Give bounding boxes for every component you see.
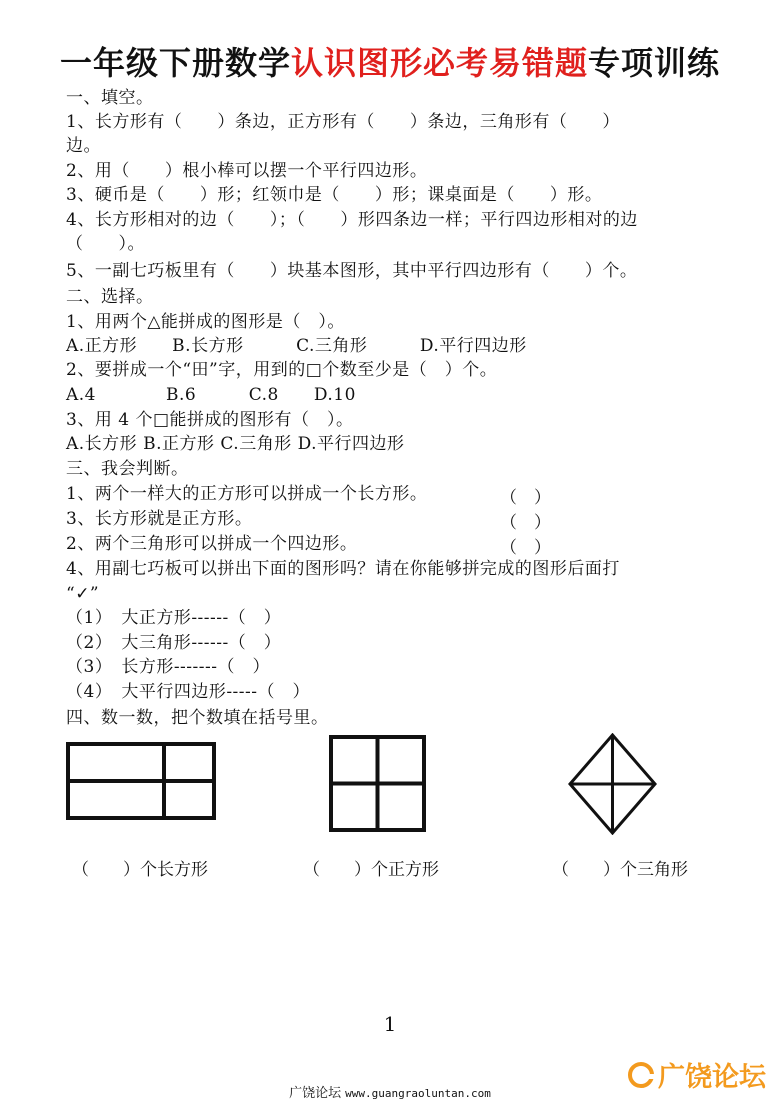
section-heading-count: 四、数一数，把个数填在括号里。 xyxy=(66,708,329,728)
question-line: 1、用两个△能拼成的图形是（ ）。 xyxy=(66,312,345,332)
judge-line: 2、两个三角形可以拼成一个四边形。 xyxy=(66,534,358,554)
option-line: A.4 B.6 C.8 D.10 xyxy=(66,385,356,405)
caption-triangles: （ ）个三角形 xyxy=(552,860,688,880)
caption-squares: （ ）个正方形 xyxy=(303,860,439,880)
section-heading-choice: 二、选择。 xyxy=(66,287,154,307)
question-line: 2、用（ ）根小棒可以摆一个平行四边形。 xyxy=(66,161,428,181)
square-figure xyxy=(329,735,426,832)
sub-item: （4） 大平行四边形-----（ ） xyxy=(66,682,311,702)
logo-mark-icon xyxy=(628,1062,654,1088)
logo-text: 广饶论坛 xyxy=(658,1062,766,1093)
footer-site-name: 广饶论坛 xyxy=(289,1086,342,1101)
judge-line: 3、长方形就是正方形。 xyxy=(66,509,253,529)
site-logo xyxy=(628,1055,766,1094)
sub-item: （2） 大三角形------（ ） xyxy=(66,633,282,653)
question-line: 2、要拼成一个“田”字，用到的□个数至少是（ ）个。 xyxy=(66,360,498,380)
answer-paren[interactable]: （ ） xyxy=(500,513,551,533)
page-number: 1 xyxy=(383,1012,397,1036)
question-line: 4、用副七巧板可以拼出下面的图形吗？请在你能够拼完成的图形后面打 xyxy=(66,559,620,579)
title-part1: 一年级下册数学 xyxy=(59,44,291,82)
diamond-figure xyxy=(568,733,657,835)
caption-rectangles: （ ）个长方形 xyxy=(72,860,208,880)
option-line: A.正方形 B.长方形 C.三角形 D.平行四边形 xyxy=(66,336,527,356)
answer-paren[interactable]: （ ） xyxy=(500,488,551,508)
title-part3: 专项训练 xyxy=(588,44,721,82)
judge-line: 1、两个一样大的正方形可以拼成一个长方形。 xyxy=(66,484,428,504)
question-line: 4、长方形相对的边（ ）；（ ）形四条边一样；平行四边形相对的边 xyxy=(66,210,638,230)
footer-url[interactable]: www.guangraoluntan.com xyxy=(345,1087,491,1100)
question-line: 3、用 4 个□能拼成的图形有（ ）。 xyxy=(66,410,354,430)
question-line: 边。 xyxy=(66,136,101,156)
answer-paren[interactable]: （ ） xyxy=(500,538,551,558)
sub-item: （1） 大正方形------（ ） xyxy=(66,608,282,628)
section-heading-fill: 一、填空。 xyxy=(66,88,154,108)
sub-item: （3） 长方形-------（ ） xyxy=(66,657,271,677)
page-title xyxy=(0,38,780,84)
question-line: 1、长方形有（ ）条边，正方形有（ ）条边，三角形有（ ） xyxy=(66,112,620,132)
question-line: “✓” xyxy=(66,584,100,604)
option-line: A.长方形 B.正方形 C.三角形 D.平行四边形 xyxy=(66,434,405,454)
question-line: 3、硬币是（ ）形；红领巾是（ ）形；课桌面是（ ）形。 xyxy=(66,185,603,205)
question-line: （ ）。 xyxy=(66,234,145,254)
rectangle-figure xyxy=(66,742,216,820)
title-highlight: 认识图形必考易错题 xyxy=(290,44,588,82)
section-heading-judge: 三、我会判断。 xyxy=(66,459,189,479)
question-line: 5、一副七巧板里有（ ）块基本图形，其中平行四边形有（ ）个。 xyxy=(66,261,638,281)
